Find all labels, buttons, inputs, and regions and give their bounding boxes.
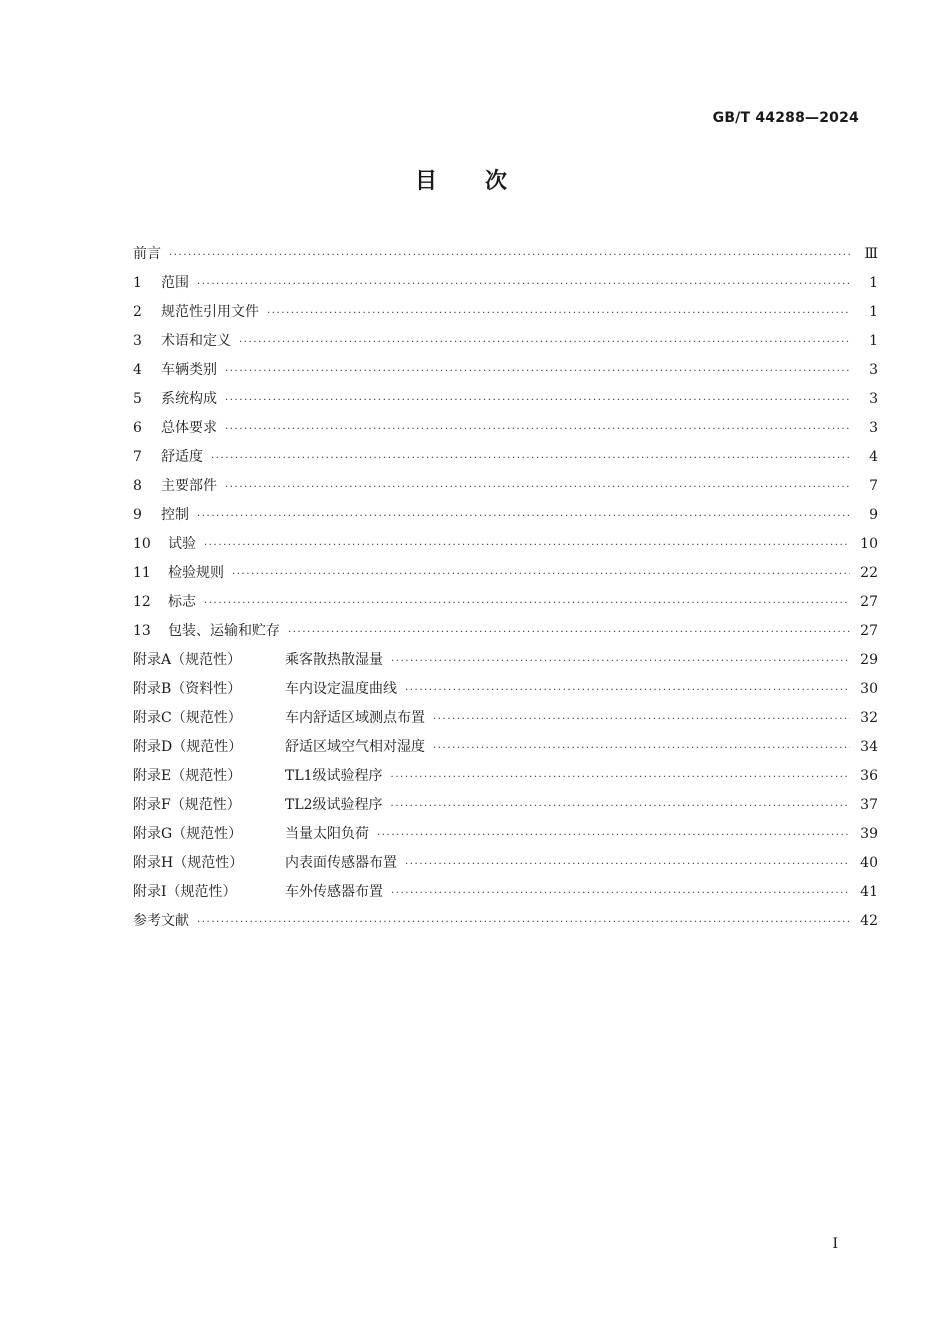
toc-leader-dots (405, 676, 850, 705)
toc-leader-dots (391, 879, 850, 908)
toc-page-number: 40 (860, 855, 878, 871)
toc-page-number: 41 (860, 884, 878, 900)
toc-page-number: 27 (860, 623, 878, 639)
toc-leader-dots (204, 531, 850, 560)
toc-entry-label: 4 车辆类别 (133, 362, 217, 378)
page-title: 目次 (414, 169, 555, 194)
toc-entry-9[interactable] (133, 501, 878, 530)
toc-entry-13[interactable] (133, 617, 878, 646)
toc-entry-appendix-c[interactable] (133, 704, 878, 733)
toc-entry-7[interactable] (133, 443, 878, 472)
toc-entry-appendix-e[interactable] (133, 762, 878, 791)
table-of-contents (133, 240, 878, 936)
toc-leader-dots (211, 444, 850, 473)
toc-page-number: 1 (869, 304, 878, 320)
toc-entry-appendix-h[interactable] (133, 849, 878, 878)
toc-entry-label: 附录H（规范性） 内表面传感器布置 (133, 855, 397, 871)
toc-page-number: 22 (860, 565, 878, 581)
toc-leader-dots (433, 705, 850, 734)
toc-entry-label: 前言 (133, 246, 161, 262)
toc-leader-dots (225, 473, 850, 502)
page-number: Ⅰ (832, 1236, 838, 1252)
toc-entry-label: 9 控制 (133, 507, 189, 523)
toc-entry-label: 7 舒适度 (133, 449, 203, 465)
toc-entry-references[interactable] (133, 907, 878, 936)
toc-entry-label: 8 主要部件 (133, 478, 217, 494)
toc-entry-4[interactable] (133, 356, 878, 385)
toc-entry-label: 附录F（规范性） TL2级试验程序 (133, 797, 383, 813)
toc-entry-2[interactable] (133, 298, 878, 327)
toc-entry-label: 5 系统构成 (133, 391, 217, 407)
toc-page-number: 39 (860, 826, 878, 842)
toc-entry-label: 附录C（规范性） 车内舒适区域测点布置 (133, 710, 425, 726)
toc-page-number: 36 (860, 768, 878, 784)
toc-leader-dots (239, 328, 850, 357)
toc-entry-label: 附录A（规范性） 乘客散热散湿量 (133, 652, 383, 668)
toc-page-number: 32 (860, 710, 878, 726)
toc-entry-appendix-f[interactable] (133, 791, 878, 820)
toc-page-number: 27 (860, 594, 878, 610)
toc-entry-label: 1 范围 (133, 275, 189, 291)
toc-page-number: 3 (869, 391, 878, 407)
toc-leader-dots (377, 821, 850, 850)
toc-leader-dots (391, 792, 850, 821)
toc-entry-6[interactable] (133, 414, 878, 443)
toc-page-number: 37 (860, 797, 878, 813)
toc-page-number: 4 (869, 449, 878, 465)
toc-entry-appendix-d[interactable] (133, 733, 878, 762)
toc-page-number: Ⅲ (864, 246, 878, 262)
toc-entry-label: 参考文献 (133, 913, 189, 929)
toc-leader-dots (204, 589, 850, 618)
toc-entry-foreword[interactable] (133, 240, 878, 269)
toc-page-number: 1 (869, 333, 878, 349)
toc-page-number: 10 (860, 536, 878, 552)
toc-entry-appendix-b[interactable] (133, 675, 878, 704)
toc-entry-11[interactable] (133, 559, 878, 588)
toc-entry-label: 12 标志 (133, 594, 196, 610)
toc-entry-8[interactable] (133, 472, 878, 501)
toc-leader-dots (405, 850, 850, 879)
toc-leader-dots (197, 908, 850, 937)
toc-leader-dots (197, 270, 850, 299)
toc-entry-label: 附录G（规范性） 当量太阳负荷 (133, 826, 369, 842)
toc-entry-appendix-i[interactable] (133, 878, 878, 907)
toc-entry-10[interactable] (133, 530, 878, 559)
toc-leader-dots (232, 560, 850, 589)
toc-page-number: 42 (860, 913, 878, 929)
toc-page-number: 29 (860, 652, 878, 668)
toc-leader-dots (225, 415, 850, 444)
toc-leader-dots (267, 299, 850, 328)
toc-entry-label: 附录D（规范性） 舒适区域空气相对湿度 (133, 739, 425, 755)
toc-page-number: 34 (860, 739, 878, 755)
toc-entry-label: 11 检验规则 (133, 565, 224, 581)
toc-leader-dots (169, 241, 850, 270)
toc-entry-label: 6 总体要求 (133, 420, 217, 436)
toc-entry-appendix-a[interactable] (133, 646, 878, 675)
toc-page-number: 30 (860, 681, 878, 697)
toc-leader-dots (197, 502, 850, 531)
toc-entry-12[interactable] (133, 588, 878, 617)
toc-leader-dots (391, 647, 850, 676)
toc-leader-dots (225, 386, 850, 415)
toc-entry-label: 13 包装、运输和贮存 (133, 623, 280, 639)
toc-leader-dots (391, 763, 850, 792)
toc-entry-5[interactable] (133, 385, 878, 414)
toc-page-number: 3 (869, 362, 878, 378)
toc-entry-label: 10 试验 (133, 536, 196, 552)
standard-number: GB/T 44288—2024 (712, 110, 859, 126)
toc-page-number: 9 (869, 507, 878, 523)
toc-entry-3[interactable] (133, 327, 878, 356)
toc-leader-dots (225, 357, 850, 386)
toc-entry-label: 2 规范性引用文件 (133, 304, 259, 320)
toc-entry-label: 3 术语和定义 (133, 333, 231, 349)
toc-leader-dots (288, 618, 850, 647)
toc-entry-label: 附录I（规范性） 车外传感器布置 (133, 884, 383, 900)
toc-entry-label: 附录E（规范性） TL1级试验程序 (133, 768, 383, 784)
toc-entry-appendix-g[interactable] (133, 820, 878, 849)
toc-page-number: 7 (869, 478, 878, 494)
toc-leader-dots (433, 734, 850, 763)
toc-entry-1[interactable] (133, 269, 878, 298)
toc-page-number: 3 (869, 420, 878, 436)
toc-entry-label: 附录B（资料性） 车内设定温度曲线 (133, 681, 397, 697)
toc-page-number: 1 (869, 275, 878, 291)
